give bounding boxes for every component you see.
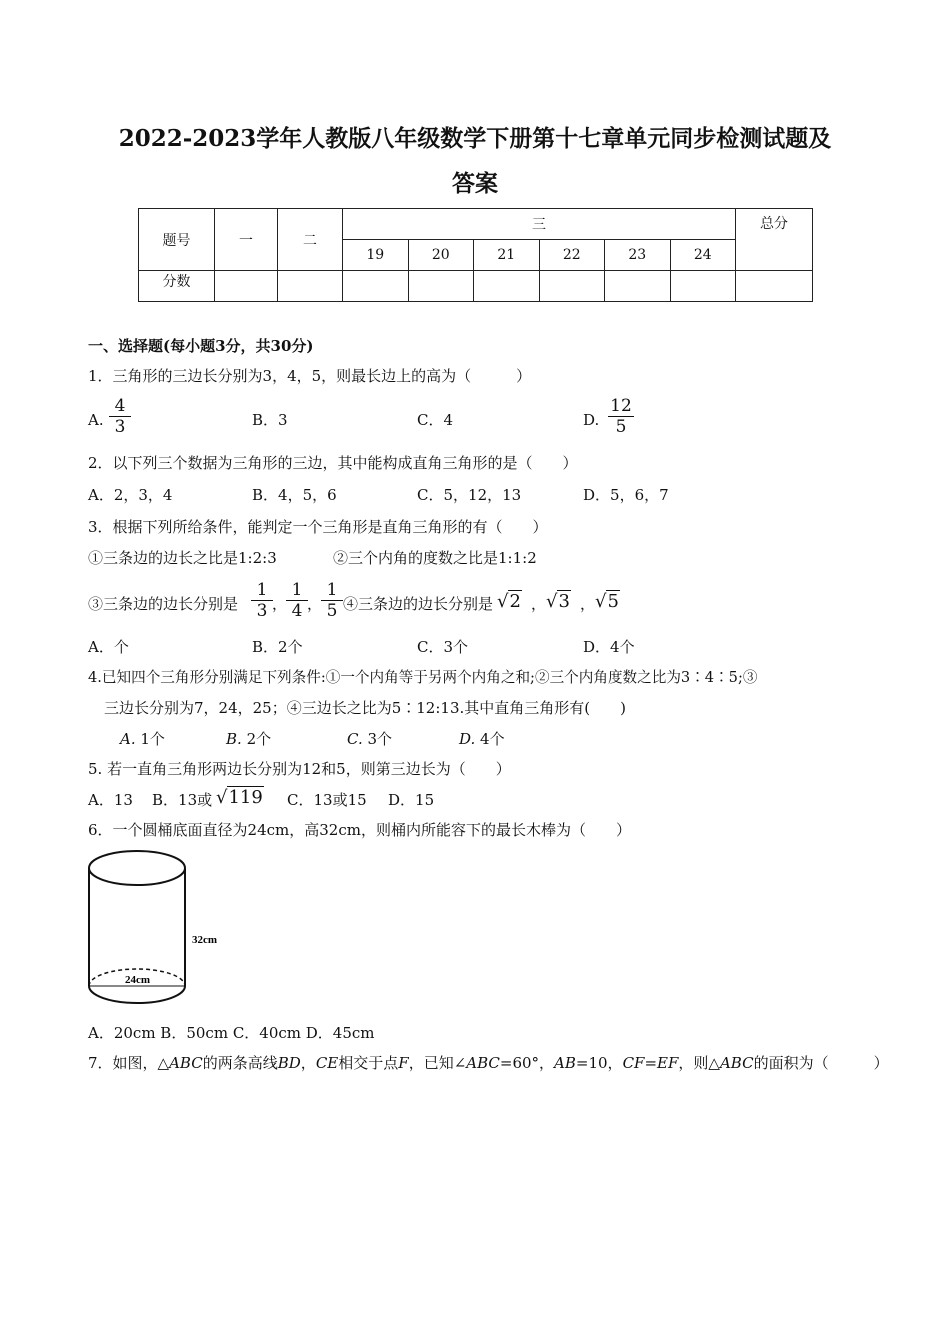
- header-q23: 23: [605, 240, 671, 271]
- header-q22: 22: [539, 240, 605, 271]
- cylinder-top: [89, 851, 185, 885]
- q3-fraction-2: [286, 580, 308, 621]
- q4-stem: 4.已知四个三角形分别满足下列条件:①一个内角等于另两个内角之和;②三个内角度数之比为3∶4∶5;③: [88, 669, 758, 686]
- q2-option-b: B．4，5，6: [252, 486, 337, 504]
- denominator: 3: [256, 601, 268, 621]
- q3-fraction-1: [251, 580, 273, 621]
- q4-stem-cont: 三边长分别为7，24，25；④三边长之比为5∶12:13.其中直角三角形有( ): [104, 699, 626, 717]
- header-tihao: 题号: [139, 209, 215, 271]
- score-cell: [670, 271, 736, 302]
- score-cell: [343, 271, 409, 302]
- page-title-cont: 答案: [452, 170, 498, 197]
- separator: ，: [580, 595, 596, 613]
- numerator: 1: [321, 580, 343, 601]
- q4-option-c: C. 3个: [347, 730, 393, 748]
- header-q24: 24: [670, 240, 736, 271]
- q3-root-3: √5: [595, 591, 619, 612]
- score-table: [138, 208, 813, 302]
- section-heading: 一、选择题(每小题3分，共30分): [88, 337, 314, 355]
- score-cell: [278, 271, 343, 302]
- figure-height-label: 32cm: [192, 934, 218, 946]
- denominator: 3: [114, 417, 126, 437]
- header-q19: 19: [343, 240, 409, 271]
- q3-option-d: D．4个: [583, 638, 635, 656]
- q5-option-b: B．13或: [152, 791, 213, 809]
- header-section-2: 二: [278, 209, 343, 271]
- q3-fraction-3: [321, 580, 343, 621]
- q5-option-a: A．13: [88, 791, 133, 809]
- numerator: 12: [608, 396, 634, 417]
- q1-option-a-fraction: [109, 396, 131, 437]
- score-cell: [215, 271, 278, 302]
- q1-option-a-label: A.: [88, 411, 104, 429]
- q3-root-1: √2: [497, 591, 521, 612]
- numerator: 4: [109, 396, 131, 417]
- separator: ，: [272, 595, 288, 613]
- q2-option-a: A．2，3，4: [88, 486, 173, 504]
- q7-stem: 7．如图，△ABC的两条高线BD，CE相交于点F，已知∠ABC=60°，AB=10，CF=EF，则△ABC的面积为（ ）: [88, 1054, 889, 1072]
- score-cell: [474, 271, 540, 302]
- q5-root-119: √119: [216, 787, 263, 808]
- score-cell: [408, 271, 474, 302]
- q4-option-b: B. 2个: [226, 730, 272, 748]
- header-section-1: 一: [215, 209, 278, 271]
- score-cell: [605, 271, 671, 302]
- q3-option-a: A．个: [88, 638, 129, 656]
- separator: ，: [531, 595, 547, 613]
- q1-option-d-label: D.: [583, 411, 600, 429]
- q5-option-c: C．13或15: [287, 791, 367, 809]
- row-score-label: 分数: [139, 271, 215, 302]
- q1-option-b: B．3: [252, 411, 288, 429]
- header-total: 总分: [736, 209, 813, 271]
- score-cell: [736, 271, 813, 302]
- q1-option-d-fraction: [608, 396, 634, 437]
- cylinder-bottom-front: [89, 986, 185, 1003]
- q4-option-d: D. 4个: [459, 730, 505, 748]
- q6-stem: 6．一个圆桶底面直径为24cm，高32cm，则桶内所能容下的最长木棒为（ ）: [88, 821, 631, 839]
- q2-stem: 2．以下列三个数据为三角形的三边，其中能构成直角三角形的是（ ）: [88, 454, 578, 472]
- q2-option-d: D．5，6，7: [583, 486, 669, 504]
- q4-option-a: A. 1个: [120, 730, 165, 748]
- q3-condition-2: ②三个内角的度数之比是1:1:2: [333, 549, 537, 567]
- q3-condition-1: ①三条边的边长之比是1:2:3: [88, 549, 277, 567]
- q6-options: A．20cm B．50cm C．40cm D．45cm: [88, 1024, 375, 1042]
- separator: ，: [307, 595, 323, 613]
- score-cell: [539, 271, 605, 302]
- q3-root-2: √3: [546, 591, 570, 612]
- q3-option-b: B．2个: [252, 638, 303, 656]
- header-q21: 21: [474, 240, 540, 271]
- page-title: 2022-2023学年人教版八年级数学下册第十七章单元同步检测试题及: [118, 125, 832, 152]
- q5-option-d: D．15: [388, 791, 435, 809]
- q3-stem: 3．根据下列所给条件，能判定一个三角形是直角三角形的有（ ）: [88, 518, 548, 536]
- q3-condition-3: ③三条边的边长分别是: [88, 595, 239, 613]
- numerator: 1: [286, 580, 308, 601]
- q3-condition-4: ④三条边的边长分别是: [343, 595, 494, 613]
- denominator: 5: [615, 417, 627, 437]
- denominator: 4: [291, 601, 303, 621]
- q1-option-c: C．4: [417, 411, 454, 429]
- header-q20: 20: [408, 240, 474, 271]
- denominator: 5: [326, 601, 338, 621]
- cylinder-figure: [84, 846, 244, 1016]
- q2-option-c: C．5，12，13: [417, 486, 522, 504]
- q1-stem: 1．三角形的三边长分别为3，4，5，则最长边上的高为（ ）: [88, 367, 532, 385]
- header-section-3: 三: [343, 209, 736, 240]
- figure-diameter-label: 24cm: [125, 974, 151, 986]
- q3-option-c: C．3个: [417, 638, 469, 656]
- numerator: 1: [251, 580, 273, 601]
- q5-stem: 5. 若一直角三角形两边长分别为12和5，则第三边长为（ ）: [88, 760, 511, 778]
